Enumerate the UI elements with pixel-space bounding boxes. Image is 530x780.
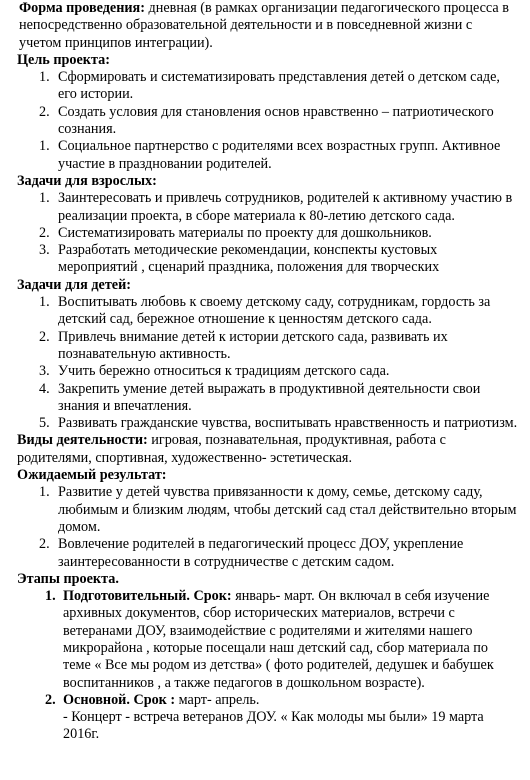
stage-title: Подготовительный. Срок:: [63, 588, 232, 605]
stage-item: [17, 588, 518, 692]
adult-tasks-heading: Задачи для взрослых:: [17, 172, 157, 189]
list-text: Социальное партнерство с родителями всех возрастных групп. Активное участие в праздновании родителей.: [58, 138, 501, 172]
list-item: [17, 329, 518, 364]
list-number: 1.: [39, 294, 50, 311]
list-item: [17, 294, 518, 329]
goal-heading: Цель проекта:: [17, 51, 110, 68]
list-number: 2.: [39, 224, 50, 241]
form-label: Форма проведения:: [19, 0, 145, 16]
list-item: [17, 104, 518, 139]
list-number: 1.: [39, 484, 50, 501]
list-number: 2.: [39, 536, 50, 553]
list-number: 1.: [39, 190, 50, 207]
stage-number: 1.: [45, 588, 56, 605]
form-text: дневная (в рамках организации педагогического процесса в непосредственно образовательной деятельности и в повседневной жизни с учетом принципов интеграции).: [19, 0, 509, 51]
activities-label: Виды деятельности:: [17, 432, 148, 449]
stage-extra-text: - Концерт - встреча ветеранов ДОУ. « Как молоды мы были» 19 марта 2016г.: [63, 709, 484, 743]
list-number: 2.: [39, 103, 50, 120]
list-text: Вовлечение родителей в педагогический процесс ДОУ, укрепление заинтересованности в сотрудничестве с детским садом.: [58, 536, 464, 570]
list-number: 1.: [39, 69, 50, 86]
activities-text: игровая, познавательная, продуктивная, работа с родителями, спортивная, художественно- эстетическая.: [17, 432, 446, 466]
list-number: 1.: [39, 138, 50, 155]
stages-list: [17, 588, 518, 744]
list-item: [17, 536, 518, 571]
list-text: Сформировать и систематизировать представления детей о детском саде, его истории.: [58, 69, 500, 103]
list-text: Разработать методические рекомендации, конспекты кустовых мероприятий , сценарий праздника, положения для творческих: [58, 242, 440, 276]
goal-list: [17, 69, 518, 173]
stage-number: 2.: [45, 691, 56, 708]
list-text: Закрепить умение детей выражать в продуктивной деятельности свои знания и впечатления.: [58, 380, 481, 414]
list-text: Учить бережно относиться к традициям детского сада.: [58, 363, 390, 380]
child-tasks-heading: Задачи для детей:: [17, 276, 132, 293]
adult-tasks-list: [17, 190, 518, 276]
list-item: [17, 381, 518, 416]
list-item: [17, 69, 518, 104]
list-text: Развитие у детей чувства привязанности к дому, семье, детскому саду, любимым и близким людям, чтобы детский сад стал действительно вторым домом.: [58, 484, 517, 535]
list-text: Заинтересовать и привлечь сотрудников, родителей к активному участию в реализации проекта, в сборе материала к 80-летию детского сада.: [58, 190, 513, 224]
list-number: 3.: [39, 242, 50, 259]
child-tasks-list: [17, 294, 518, 432]
stage-item: [17, 692, 518, 744]
stage-text: март- апрель.: [175, 691, 260, 708]
results-heading: Ожидаемый результат:: [17, 467, 167, 484]
list-item: [17, 484, 518, 536]
results-list: [17, 484, 518, 570]
list-item: [17, 190, 518, 225]
list-item: [17, 363, 518, 380]
list-number: 3.: [39, 363, 50, 380]
stages-heading: Этапы проекта.: [17, 570, 119, 587]
list-item: [17, 242, 518, 277]
activities-paragraph: [17, 432, 518, 467]
form-paragraph: [19, 0, 518, 52]
list-item: [17, 415, 518, 432]
list-number: 5.: [39, 415, 50, 432]
list-item: [17, 138, 518, 173]
list-text: Создать условия для становления основ нравственно – патриотического сознания.: [58, 103, 494, 138]
list-text: Систематизировать материалы по проекту для дошкольников.: [58, 224, 432, 241]
stage-text: январь- март. Он включал в себя изучение архивных документов, сбор исторических материалов, встречи с ветеранами ДОУ, взаимодействие с родителями и жителями нашего микрорайона , которые посещали наш детский сад, сбор материала по теме « Все мы родом из детства» ( фото родителей, дедушек и бабушек воспитанников , а также педагогов в дошкольном возрасте).: [63, 588, 494, 691]
list-text: Развивать гражданские чувства, воспитывать нравственность и патриотизм.: [58, 415, 518, 432]
list-number: 4.: [39, 380, 50, 397]
list-item: [17, 225, 518, 242]
list-text: Привлечь внимание детей к истории детского сада, развивать их познавательную активность.: [58, 328, 448, 362]
list-number: 2.: [39, 328, 50, 345]
list-text: Воспитывать любовь к своему детскому саду, сотрудникам, гордость за детский сад, бережное отношение к ценностям детского сада.: [58, 294, 491, 328]
stage-title: Основной. Срок :: [63, 691, 176, 708]
